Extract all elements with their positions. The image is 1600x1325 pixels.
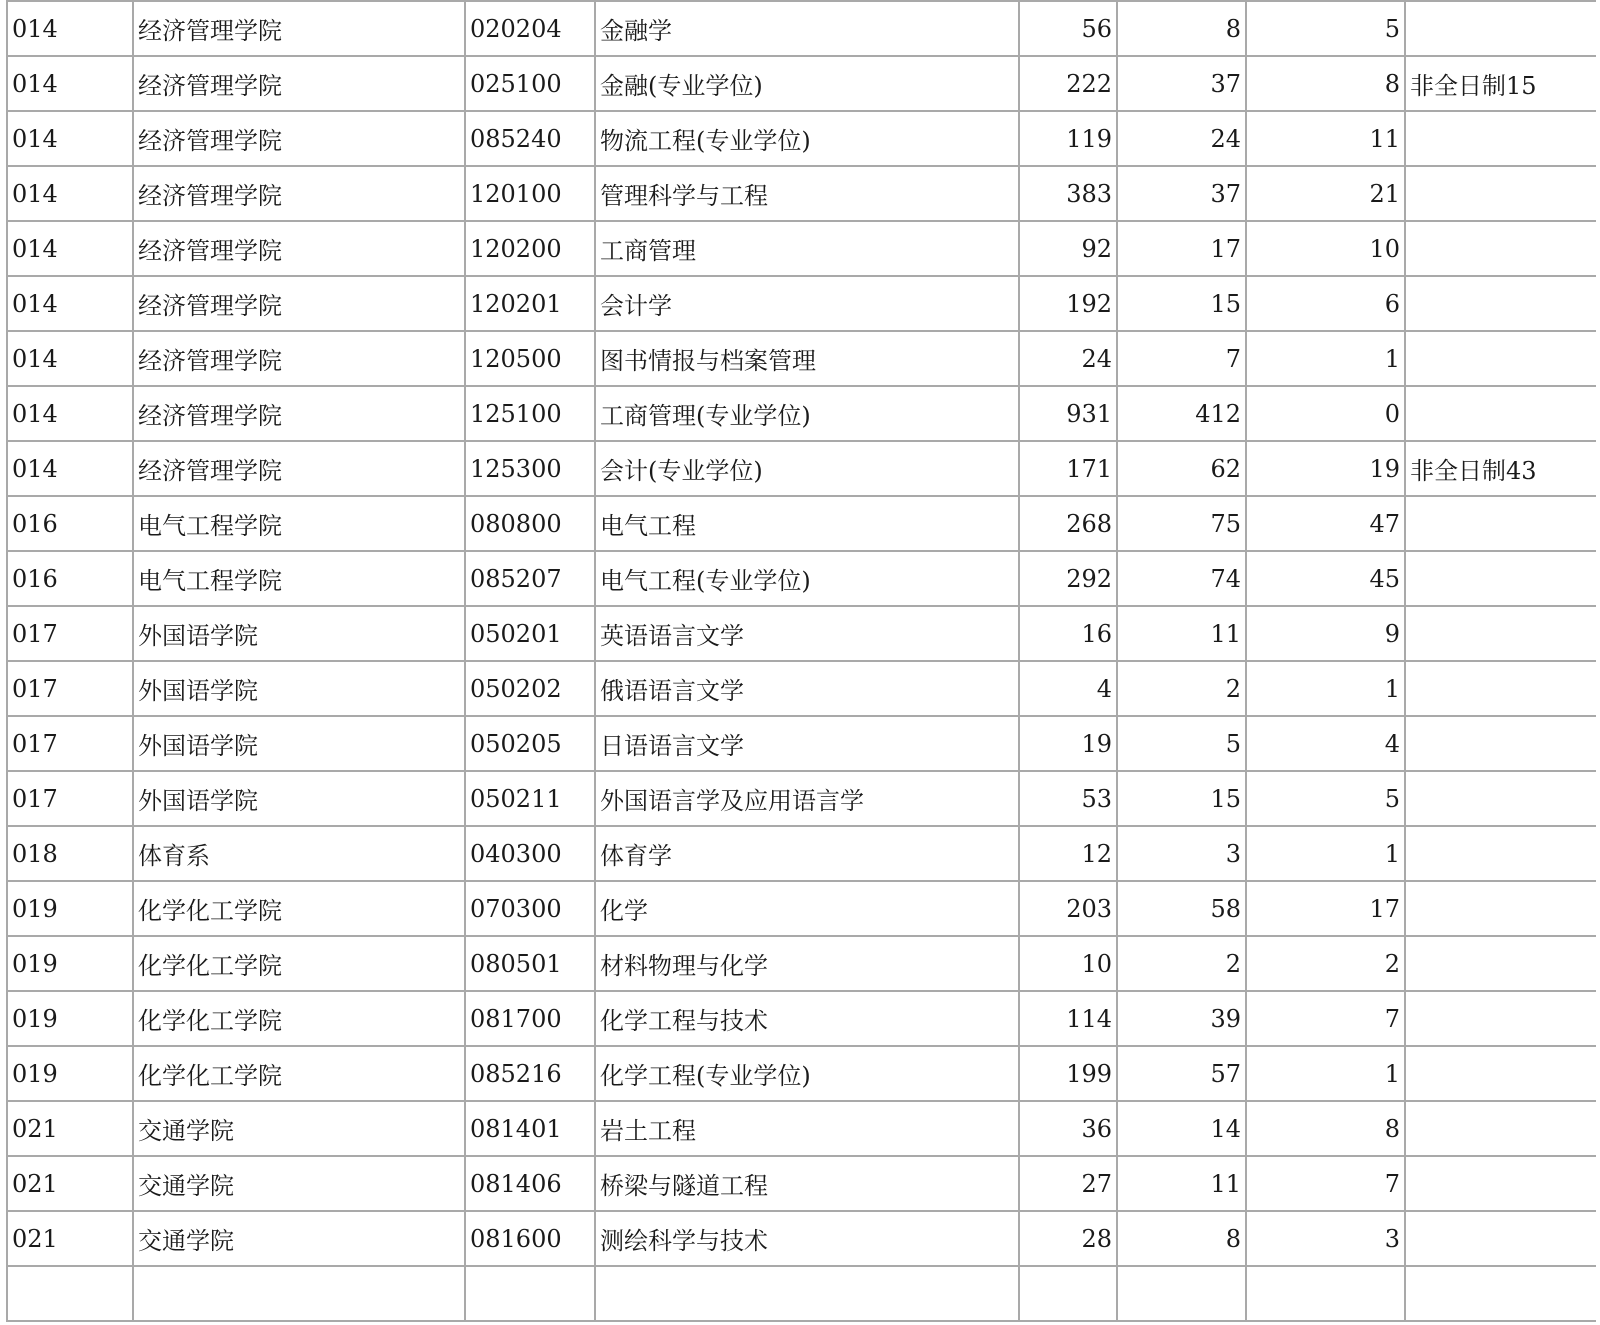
recommended-cell: 8: [1246, 1101, 1405, 1156]
dept-name-cell: 经济管理学院: [133, 56, 465, 111]
major-code-cell: 020204: [465, 1, 595, 56]
dept-code-cell: 014: [7, 331, 133, 386]
recommended-cell: 5: [1246, 771, 1405, 826]
major-name-cell: 图书情报与档案管理: [595, 331, 1019, 386]
admitted-cell: 14: [1117, 1101, 1246, 1156]
table-row: [7, 1046, 1596, 1101]
major-name-cell: 工商管理(专业学位): [595, 386, 1019, 441]
note-cell: [1405, 1211, 1596, 1266]
major-code-cell: 085207: [465, 551, 595, 606]
admitted-cell: 74: [1117, 551, 1246, 606]
major-name-cell: 化学工程(专业学位): [595, 1046, 1019, 1101]
dept-code-cell: 014: [7, 111, 133, 166]
major-name-cell: 电气工程(专业学位): [595, 551, 1019, 606]
major-code-cell: 120500: [465, 331, 595, 386]
note-cell: [1405, 1, 1596, 56]
recommended-cell: 1: [1246, 661, 1405, 716]
table-row: [7, 1266, 1596, 1321]
applicants-cell: 10: [1019, 936, 1117, 991]
major-code-cell: 081600: [465, 1211, 595, 1266]
major-code-cell: 085216: [465, 1046, 595, 1101]
recommended-cell: 7: [1246, 991, 1405, 1046]
major-name-cell: 物流工程(专业学位): [595, 111, 1019, 166]
dept-name-cell: 经济管理学院: [133, 276, 465, 331]
applicants-cell: 28: [1019, 1211, 1117, 1266]
table-row: [7, 936, 1596, 991]
table-row: [7, 826, 1596, 881]
table-row: [7, 716, 1596, 771]
dept-code-cell: 018: [7, 826, 133, 881]
dept-code-cell: 016: [7, 551, 133, 606]
major-code-cell: 125100: [465, 386, 595, 441]
note-cell: [1405, 661, 1596, 716]
table-row: [7, 551, 1596, 606]
recommended-cell: 1: [1246, 1046, 1405, 1101]
major-code-cell: 050211: [465, 771, 595, 826]
admitted-cell: 412: [1117, 386, 1246, 441]
table-row: [7, 1211, 1596, 1266]
table-row: [7, 166, 1596, 221]
recommended-cell: 3: [1246, 1211, 1405, 1266]
recommended-cell: 10: [1246, 221, 1405, 276]
dept-code-cell: 014: [7, 221, 133, 276]
table-row: [7, 111, 1596, 166]
dept-code-cell: 021: [7, 1156, 133, 1211]
applicants-cell: 931: [1019, 386, 1117, 441]
dept-code-cell: 017: [7, 606, 133, 661]
dept-name-cell: 经济管理学院: [133, 386, 465, 441]
major-code-cell: 025100: [465, 56, 595, 111]
applicants-cell: 56: [1019, 1, 1117, 56]
admitted-cell: 7: [1117, 331, 1246, 386]
admitted-cell: 62: [1117, 441, 1246, 496]
dept-name-cell: 交通学院: [133, 1211, 465, 1266]
major-name-cell: 化学: [595, 881, 1019, 936]
recommended-cell: 17: [1246, 881, 1405, 936]
admissions-table: [6, 0, 1596, 1322]
dept-code-cell: 021: [7, 1211, 133, 1266]
dept-name-cell: 外国语学院: [133, 606, 465, 661]
applicants-cell: 268: [1019, 496, 1117, 551]
admitted-cell: 8: [1117, 1211, 1246, 1266]
admissions-table-sheet: [6, 0, 1596, 1325]
major-code-cell: 120100: [465, 166, 595, 221]
note-cell: [1405, 221, 1596, 276]
dept-code-cell: [7, 1266, 133, 1321]
recommended-cell: 47: [1246, 496, 1405, 551]
major-name-cell: 桥梁与隧道工程: [595, 1156, 1019, 1211]
table-row: [7, 221, 1596, 276]
table-row: [7, 276, 1596, 331]
dept-name-cell: 经济管理学院: [133, 441, 465, 496]
table-row: [7, 496, 1596, 551]
admitted-cell: 3: [1117, 826, 1246, 881]
applicants-cell: 92: [1019, 221, 1117, 276]
note-cell: [1405, 1046, 1596, 1101]
admitted-cell: 37: [1117, 56, 1246, 111]
dept-name-cell: 化学化工学院: [133, 991, 465, 1046]
table-row: [7, 1156, 1596, 1211]
applicants-cell: 192: [1019, 276, 1117, 331]
major-code-cell: 125300: [465, 441, 595, 496]
dept-code-cell: 014: [7, 1, 133, 56]
applicants-cell: 4: [1019, 661, 1117, 716]
applicants-cell: 36: [1019, 1101, 1117, 1156]
admitted-cell: 11: [1117, 1156, 1246, 1211]
dept-name-cell: 外国语学院: [133, 716, 465, 771]
major-name-cell: 会计(专业学位): [595, 441, 1019, 496]
recommended-cell: 0: [1246, 386, 1405, 441]
major-name-cell: 材料物理与化学: [595, 936, 1019, 991]
dept-name-cell: [133, 1266, 465, 1321]
table-row: [7, 56, 1596, 111]
note-cell: [1405, 1156, 1596, 1211]
dept-name-cell: 经济管理学院: [133, 331, 465, 386]
dept-name-cell: 交通学院: [133, 1101, 465, 1156]
dept-name-cell: 体育系: [133, 826, 465, 881]
dept-code-cell: 014: [7, 276, 133, 331]
major-code-cell: 080800: [465, 496, 595, 551]
major-name-cell: 电气工程: [595, 496, 1019, 551]
recommended-cell: 45: [1246, 551, 1405, 606]
applicants-cell: 24: [1019, 331, 1117, 386]
dept-name-cell: 化学化工学院: [133, 936, 465, 991]
table-row: [7, 606, 1596, 661]
table-row: [7, 1101, 1596, 1156]
applicants-cell: 27: [1019, 1156, 1117, 1211]
major-code-cell: 081700: [465, 991, 595, 1046]
dept-code-cell: 014: [7, 441, 133, 496]
admitted-cell: 2: [1117, 661, 1246, 716]
major-name-cell: 岩土工程: [595, 1101, 1019, 1156]
recommended-cell: 1: [1246, 331, 1405, 386]
major-code-cell: 120200: [465, 221, 595, 276]
major-code-cell: 081406: [465, 1156, 595, 1211]
note-cell: [1405, 991, 1596, 1046]
note-cell: [1405, 716, 1596, 771]
major-code-cell: 050201: [465, 606, 595, 661]
note-cell: [1405, 166, 1596, 221]
admitted-cell: 2: [1117, 936, 1246, 991]
dept-name-cell: 经济管理学院: [133, 166, 465, 221]
major-code-cell: 070300: [465, 881, 595, 936]
recommended-cell: 19: [1246, 441, 1405, 496]
note-cell: [1405, 551, 1596, 606]
dept-code-cell: 014: [7, 386, 133, 441]
major-name-cell: 测绘科学与技术: [595, 1211, 1019, 1266]
dept-name-cell: 经济管理学院: [133, 1, 465, 56]
note-cell: [1405, 276, 1596, 331]
dept-code-cell: 017: [7, 716, 133, 771]
major-name-cell: 会计学: [595, 276, 1019, 331]
admitted-cell: 11: [1117, 606, 1246, 661]
dept-code-cell: 016: [7, 496, 133, 551]
major-code-cell: 081401: [465, 1101, 595, 1156]
dept-code-cell: 017: [7, 661, 133, 716]
major-code-cell: 050202: [465, 661, 595, 716]
table-row: [7, 991, 1596, 1046]
recommended-cell: 8: [1246, 56, 1405, 111]
major-name-cell: 外国语言学及应用语言学: [595, 771, 1019, 826]
table-row: [7, 1, 1596, 56]
dept-name-cell: 电气工程学院: [133, 496, 465, 551]
dept-code-cell: 017: [7, 771, 133, 826]
recommended-cell: 1: [1246, 826, 1405, 881]
note-cell: [1405, 771, 1596, 826]
admitted-cell: 57: [1117, 1046, 1246, 1101]
applicants-cell: 199: [1019, 1046, 1117, 1101]
table-row: [7, 441, 1596, 496]
major-name-cell: 俄语语言文学: [595, 661, 1019, 716]
major-name-cell: 金融学: [595, 1, 1019, 56]
major-name-cell: [595, 1266, 1019, 1321]
dept-code-cell: 014: [7, 56, 133, 111]
table-row: [7, 881, 1596, 936]
note-cell: [1405, 386, 1596, 441]
major-code-cell: 050205: [465, 716, 595, 771]
major-name-cell: 英语语言文学: [595, 606, 1019, 661]
table-row: [7, 661, 1596, 716]
recommended-cell: 4: [1246, 716, 1405, 771]
major-code-cell: 080501: [465, 936, 595, 991]
admitted-cell: [1117, 1266, 1246, 1321]
applicants-cell: 53: [1019, 771, 1117, 826]
major-name-cell: 工商管理: [595, 221, 1019, 276]
dept-name-cell: 经济管理学院: [133, 111, 465, 166]
note-cell: 非全日制15: [1405, 56, 1596, 111]
dept-name-cell: 化学化工学院: [133, 881, 465, 936]
table-row: [7, 771, 1596, 826]
table-body: [7, 1, 1596, 1321]
note-cell: [1405, 331, 1596, 386]
dept-name-cell: 外国语学院: [133, 771, 465, 826]
note-cell: [1405, 606, 1596, 661]
major-code-cell: 040300: [465, 826, 595, 881]
recommended-cell: 2: [1246, 936, 1405, 991]
admitted-cell: 75: [1117, 496, 1246, 551]
major-code-cell: [465, 1266, 595, 1321]
recommended-cell: 5: [1246, 1, 1405, 56]
note-cell: [1405, 111, 1596, 166]
applicants-cell: 383: [1019, 166, 1117, 221]
admitted-cell: 5: [1117, 716, 1246, 771]
note-cell: [1405, 826, 1596, 881]
recommended-cell: 21: [1246, 166, 1405, 221]
major-code-cell: 085240: [465, 111, 595, 166]
note-cell: [1405, 1266, 1596, 1321]
applicants-cell: 114: [1019, 991, 1117, 1046]
admitted-cell: 17: [1117, 221, 1246, 276]
applicants-cell: 119: [1019, 111, 1117, 166]
dept-code-cell: 019: [7, 1046, 133, 1101]
major-name-cell: 日语语言文学: [595, 716, 1019, 771]
dept-name-cell: 外国语学院: [133, 661, 465, 716]
major-name-cell: 体育学: [595, 826, 1019, 881]
table-row: [7, 386, 1596, 441]
major-name-cell: 化学工程与技术: [595, 991, 1019, 1046]
note-cell: [1405, 1101, 1596, 1156]
admitted-cell: 39: [1117, 991, 1246, 1046]
recommended-cell: [1246, 1266, 1405, 1321]
applicants-cell: 171: [1019, 441, 1117, 496]
admitted-cell: 15: [1117, 276, 1246, 331]
dept-code-cell: 019: [7, 881, 133, 936]
major-name-cell: 金融(专业学位): [595, 56, 1019, 111]
major-name-cell: 管理科学与工程: [595, 166, 1019, 221]
applicants-cell: 16: [1019, 606, 1117, 661]
dept-name-cell: 电气工程学院: [133, 551, 465, 606]
note-cell: [1405, 496, 1596, 551]
dept-name-cell: 经济管理学院: [133, 221, 465, 276]
dept-code-cell: 014: [7, 166, 133, 221]
admitted-cell: 8: [1117, 1, 1246, 56]
applicants-cell: [1019, 1266, 1117, 1321]
applicants-cell: 203: [1019, 881, 1117, 936]
applicants-cell: 12: [1019, 826, 1117, 881]
dept-name-cell: 交通学院: [133, 1156, 465, 1211]
dept-code-cell: 019: [7, 991, 133, 1046]
table-row: [7, 331, 1596, 386]
admitted-cell: 37: [1117, 166, 1246, 221]
note-cell: [1405, 936, 1596, 991]
dept-name-cell: 化学化工学院: [133, 1046, 465, 1101]
major-code-cell: 120201: [465, 276, 595, 331]
admitted-cell: 24: [1117, 111, 1246, 166]
recommended-cell: 6: [1246, 276, 1405, 331]
applicants-cell: 19: [1019, 716, 1117, 771]
applicants-cell: 222: [1019, 56, 1117, 111]
recommended-cell: 11: [1246, 111, 1405, 166]
note-cell: 非全日制43: [1405, 441, 1596, 496]
dept-code-cell: 021: [7, 1101, 133, 1156]
applicants-cell: 292: [1019, 551, 1117, 606]
admitted-cell: 15: [1117, 771, 1246, 826]
recommended-cell: 9: [1246, 606, 1405, 661]
admitted-cell: 58: [1117, 881, 1246, 936]
dept-code-cell: 019: [7, 936, 133, 991]
note-cell: [1405, 881, 1596, 936]
recommended-cell: 7: [1246, 1156, 1405, 1211]
